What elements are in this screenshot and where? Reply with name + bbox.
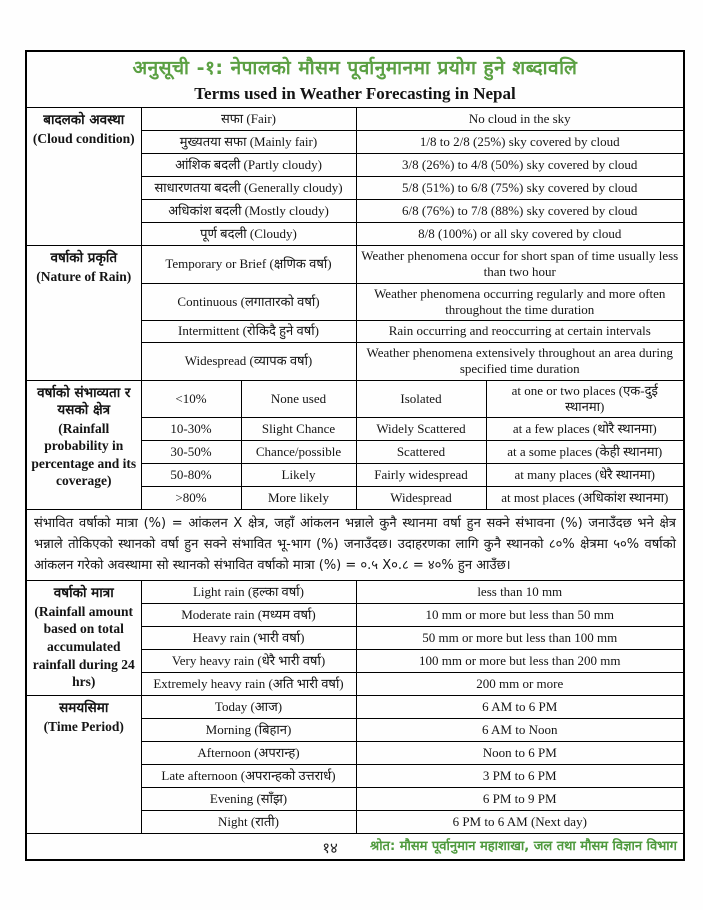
term-cell: सफा (Fair) (141, 108, 356, 131)
section-header-cloud-condition (26, 108, 141, 246)
section-header-rainfall-probability (26, 380, 141, 510)
desc-cell: 5/8 (51%) to 6/8 (75%) sky covered by cloud (356, 177, 684, 200)
table-row (26, 380, 684, 418)
desc-cell: 1/8 to 2/8 (25%) sky covered by cloud (356, 131, 684, 154)
desc-cell: 6/8 (76%) to 7/8 (88%) sky covered by cloud (356, 200, 684, 223)
desc-cell: 3 PM to 6 PM (356, 765, 684, 788)
term-cell: पूर्ण बदली (Cloudy) (141, 223, 356, 246)
desc-cell: 200 mm or more (356, 673, 684, 696)
section-header-english: (Nature of Rain) (36, 268, 132, 284)
term-cell: Afternoon (अपरान्ह) (141, 742, 356, 765)
term-cell: Heavy rain (भारी वर्षा) (141, 627, 356, 650)
desc-cell: 3/8 (26%) to 4/8 (50%) sky covered by cloud (356, 154, 684, 177)
probability-pct-cell: 30-50% (141, 441, 241, 464)
probability-places-cell: at many places (धेरै स्थानमा) (486, 464, 684, 487)
probability-term-cell: More likely (241, 487, 356, 510)
probability-term-cell: Likely (241, 464, 356, 487)
section-header-english: (Cloud condition) (32, 130, 135, 146)
page-number: १४ (322, 839, 338, 857)
desc-cell: 8/8 (100%) or all sky covered by cloud (356, 223, 684, 246)
desc-cell: 100 mm or more but less than 200 mm (356, 650, 684, 673)
table-row (26, 696, 684, 719)
title-cell (26, 51, 684, 108)
section-header-nature-of-rain (26, 246, 141, 381)
probability-note-paragraph: संभावित वर्षाको मात्रा (%) = आंकलन X क्षेत्र, जहाँ आंकलन भन्नाले कुनै स्थानमा वर्षा हुन सक्ने संभावना (%) जनाउँदछ भने क्षेत्र भन्नाले तोकिएको स्थानको वर्षा हुन सक्ने संभावित भू-भाग (%) जनाउँदछ। उदाहरणका लागि कुनै स्थानको ८०% क्षेत्रमा ५०% वर्षाको आंकलन गरेको अवस्थामा सो स्थानको संभावित वर्षाको मात्रा (%) = ०.५ X०.८ = ४०% हुन आउँछ। (26, 510, 684, 581)
section-header-nepali: समयसिमा (59, 700, 109, 717)
term-cell: Extremely heavy rain (अति भारी वर्षा) (141, 673, 356, 696)
desc-cell: 6 AM to 6 PM (356, 696, 684, 719)
page-title-nepali: अनुसूची -१: नेपालको मौसम पूर्वानुमानमा प्रयोग हुने शब्दावलि (132, 57, 578, 79)
term-cell: Today (आज) (141, 696, 356, 719)
desc-cell: No cloud in the sky (356, 108, 684, 131)
term-cell: आंशिक बदली (Partly cloudy) (141, 154, 356, 177)
section-header-nepali: वर्षाको संभाव्यता र यसको क्षेत्र (37, 384, 131, 419)
probability-coverage-cell: Isolated (356, 380, 486, 418)
probability-coverage-cell: Widespread (356, 487, 486, 510)
probability-places-cell: at a few places (थोरै स्थानमा) (486, 418, 684, 441)
desc-cell: Weather phenomena occurring regularly and more often throughout the time duration (356, 283, 684, 321)
term-cell: Light rain (हल्का वर्षा) (141, 581, 356, 604)
note-row (26, 510, 684, 581)
term-cell: Continuous (लगातारको वर्षा) (141, 283, 356, 321)
title-row (26, 51, 684, 108)
desc-cell: 10 mm or more but less than 50 mm (356, 604, 684, 627)
table-row (26, 581, 684, 604)
section-header-nepali: बादलको अवस्था (43, 112, 125, 128)
term-cell: Temporary or Brief (क्षणिक वर्षा) (141, 246, 356, 284)
probability-coverage-cell: Widely Scattered (356, 418, 486, 441)
desc-cell: less than 10 mm (356, 581, 684, 604)
probability-pct-cell: >80% (141, 487, 241, 510)
term-cell: Night (राती) (141, 811, 356, 834)
term-cell: Late afternoon (अपरान्हको उत्तरार्ध) (141, 765, 356, 788)
desc-cell: 6 AM to Noon (356, 719, 684, 742)
term-cell: Morning (बिहान) (141, 719, 356, 742)
desc-cell: Noon to 6 PM (356, 742, 684, 765)
probability-term-cell: Chance/possible (241, 441, 356, 464)
desc-cell: Weather phenomena extensively throughout an area during specified time duration (356, 343, 684, 381)
desc-cell: 6 PM to 9 PM (356, 788, 684, 811)
probability-places-cell: at a some places (केही स्थानमा) (486, 441, 684, 464)
section-header-english: (Time Period) (43, 718, 124, 734)
probability-places-cell: at most places (अधिकांश स्थानमा) (486, 487, 684, 510)
term-cell: Moderate rain (मध्यम वर्षा) (141, 604, 356, 627)
probability-pct-cell: 50-80% (141, 464, 241, 487)
desc-cell: Weather phenomena occur for short span of time usually less than two hour (356, 246, 684, 284)
probability-pct-cell: <10% (141, 380, 241, 418)
desc-cell: 50 mm or more but less than 100 mm (356, 627, 684, 650)
probability-term-cell: None used (241, 380, 356, 418)
desc-cell: Rain occurring and reoccurring at certain intervals (356, 321, 684, 343)
section-header-nepali: वर्षाको मात्रा (53, 585, 114, 602)
desc-cell: 6 PM to 6 AM (Next day) (356, 811, 684, 834)
page-title-english: Terms used in Weather Forecasting in Nepal (194, 83, 516, 103)
table-row (26, 108, 684, 131)
probability-pct-cell: 10-30% (141, 418, 241, 441)
probability-places-cell: at one or two places (एक-दुई स्थानमा) (486, 380, 684, 418)
term-cell: Evening (साँझ) (141, 788, 356, 811)
term-cell: Very heavy rain (धेरै भारी वर्षा) (141, 650, 356, 673)
section-header-time-period (26, 696, 141, 834)
probability-coverage-cell: Scattered (356, 441, 486, 464)
section-header-english: (Rainfall amount based on total accumulated rainfall during 24 hrs) (32, 603, 135, 690)
source-note: श्रोत: मौसम पूर्वानुमान महाशाखा, जल तथा मौसम विज्ञान विभाग (26, 834, 684, 860)
section-header-rainfall-amount (26, 581, 141, 696)
term-cell: साधारणतया बदली (Generally cloudy) (141, 177, 356, 200)
probability-term-cell: Slight Chance (241, 418, 356, 441)
term-cell: मुख्यतया सफा (Mainly fair) (141, 131, 356, 154)
section-header-english: (Rainfall probability in percentage and its coverage) (31, 420, 137, 489)
term-cell: Widespread (व्यापक वर्षा) (141, 343, 356, 381)
weather-terms-table (25, 50, 685, 861)
term-cell: Intermittent (रोकिदै हुने वर्षा) (141, 321, 356, 343)
section-header-nepali: वर्षाको प्रकृति (50, 250, 118, 266)
term-cell: अधिकांश बदली (Mostly cloudy) (141, 200, 356, 223)
probability-coverage-cell: Fairly widespread (356, 464, 486, 487)
table-row (26, 246, 684, 284)
